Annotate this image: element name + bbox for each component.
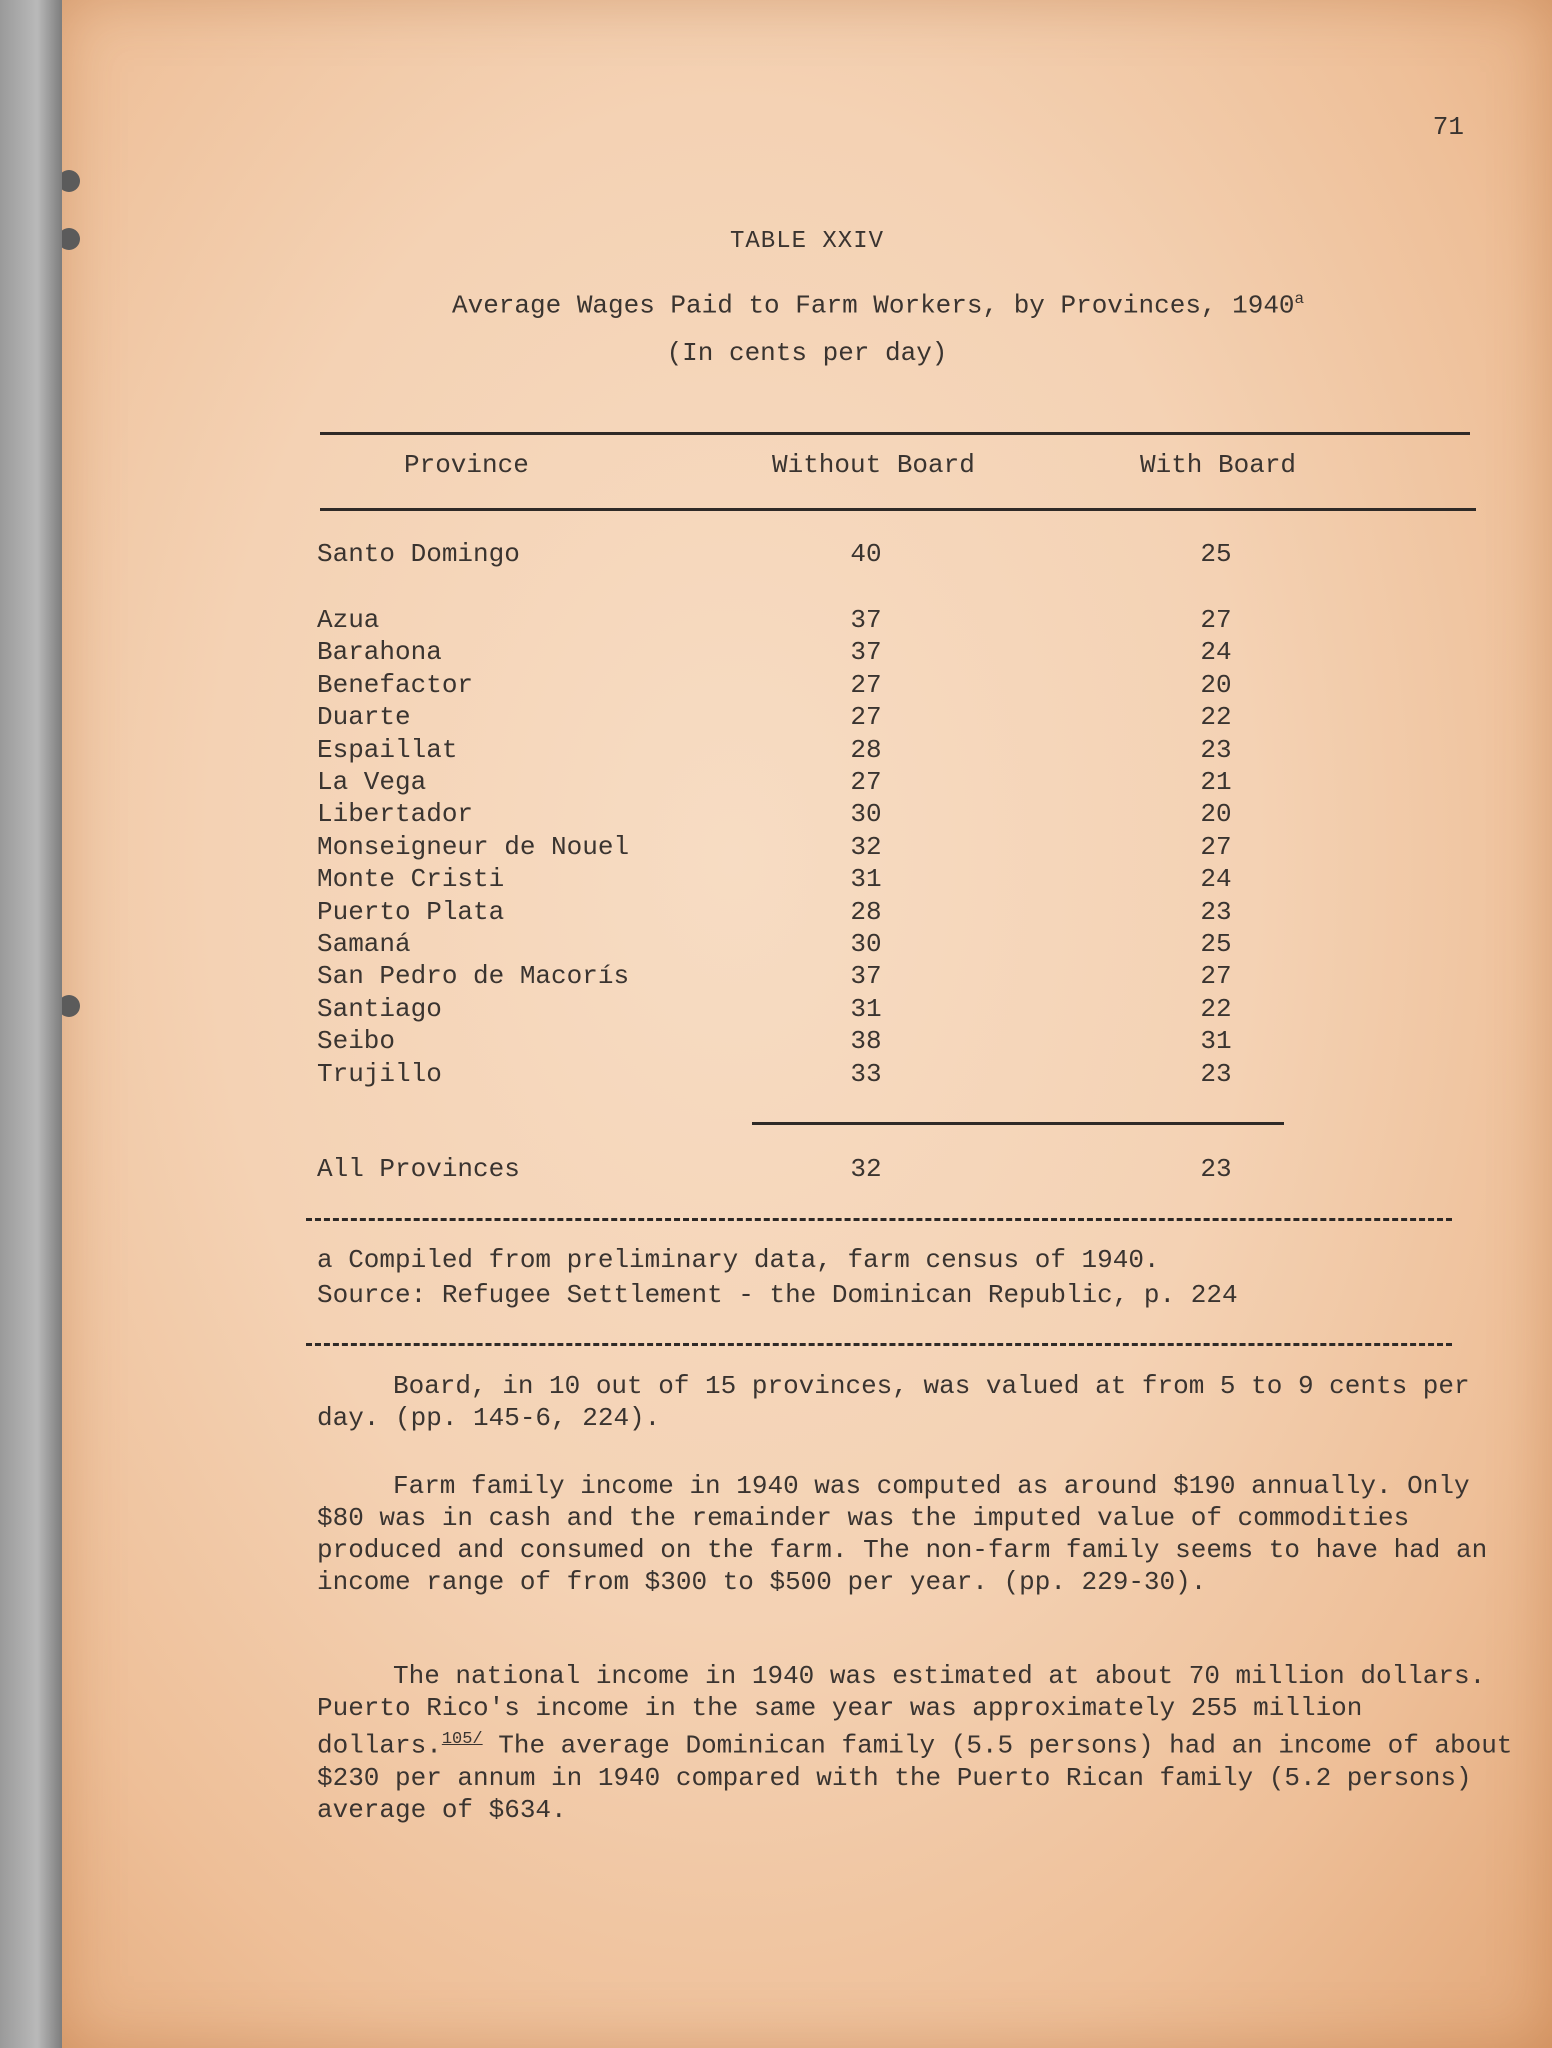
table-caption-note-marker: a xyxy=(1294,290,1305,308)
document-page xyxy=(62,0,1552,2048)
binder-strip xyxy=(0,0,62,2048)
row-with-board: 25 xyxy=(1200,929,1232,959)
row-without-board: 30 xyxy=(850,929,882,959)
row-province: Santo Domingo xyxy=(317,539,520,569)
row-with-board: 22 xyxy=(1200,702,1232,733)
row-with-board: 27 xyxy=(1200,831,1232,862)
column-header-without-board: Without Board xyxy=(772,450,975,480)
table-bottom-rule xyxy=(306,1218,1452,1221)
row-without-board: 33 xyxy=(850,1058,882,1089)
row-province: Benefactor xyxy=(317,669,474,700)
footnote-rule xyxy=(306,1343,1452,1346)
table-top-rule xyxy=(320,432,1470,435)
table-title: TABLE XXIV xyxy=(729,228,885,255)
paragraph-income xyxy=(317,1470,1527,1598)
row-with-board: 23 xyxy=(1200,896,1232,927)
row-province: Santiago xyxy=(317,993,442,1024)
table-caption xyxy=(452,290,1304,321)
total-province: All Provinces xyxy=(317,1154,520,1184)
punch-hole xyxy=(62,995,80,1017)
page-number: 71 xyxy=(1432,112,1464,142)
row-province: Duarte xyxy=(317,702,411,733)
paragraph-national-rest-b: The average Dominican family (5.5 persons) had an income of about $230 per annum in 1940 compared with the Puerto Rican family (5.2 persons) average of $634. xyxy=(317,1730,1513,1825)
row-with-board: 31 xyxy=(1200,1026,1232,1057)
row-with-board: 24 xyxy=(1200,637,1232,668)
row-with-board: 21 xyxy=(1200,767,1232,797)
column-header-with-board: With Board xyxy=(1140,450,1297,480)
row-without-board: 37 xyxy=(850,637,882,668)
footnote-a: a Compiled from preliminary data, farm census of 1940. xyxy=(317,1245,1160,1275)
footnote-source: Source: Refugee Settlement - the Dominican Republic, p. 224 xyxy=(317,1280,1238,1310)
total-with-board: 23 xyxy=(1200,1154,1232,1184)
paragraph-national-rest-a: dollars. Puerto Rico's income in the same year was approximately 255 million dollars. xyxy=(317,1661,1486,1761)
row-province: San Pedro de Macorís xyxy=(317,961,630,992)
row-without-board: 30 xyxy=(850,799,882,830)
paragraph-board-rest: per day. (pp. 145-6, 224). xyxy=(317,1371,1470,1433)
row-without-board: 28 xyxy=(850,896,882,927)
table-caption-text: Average Wages Paid to Farm Workers, by Provinces, 1940 xyxy=(452,290,1295,321)
paragraph-board xyxy=(317,1370,1527,1434)
row-with-board: 23 xyxy=(1200,1058,1232,1089)
paragraph-national xyxy=(317,1660,1527,1826)
total-without-board: 32 xyxy=(850,1154,882,1184)
row-without-board: 27 xyxy=(850,702,882,733)
row-without-board: 27 xyxy=(850,767,882,797)
row-province: Trujillo xyxy=(317,1058,442,1089)
row-province: La Vega xyxy=(317,767,427,797)
row-without-board: 38 xyxy=(850,1026,882,1057)
row-province: Samaná xyxy=(317,929,411,959)
paragraph-income-rest: Only $80 was in cash and the remainder was the imputed value of commodities produced and consumed on the farm. The non-farm family seems to have had an income range of from $300 to $500 per year. (pp. 229-30). xyxy=(317,1471,1488,1597)
note-reference: 105/ xyxy=(441,1730,483,1749)
row-without-board: 37 xyxy=(850,961,882,992)
row-without-board: 28 xyxy=(850,734,882,765)
row-without-board: 27 xyxy=(850,669,882,700)
row-with-board: 27 xyxy=(1200,605,1232,635)
row-province: Seibo xyxy=(317,1026,396,1057)
paragraph-board-line1: Board, in 10 out of 15 provinces, was valued at from 5 to 9 cents xyxy=(393,1371,1408,1401)
row-province: Libertador xyxy=(317,799,474,830)
row-with-board: 25 xyxy=(1200,539,1232,569)
row-without-board: 40 xyxy=(850,539,882,569)
row-province: Monseigneur de Nouel xyxy=(317,831,630,862)
row-with-board: 22 xyxy=(1200,993,1232,1024)
row-with-board: 27 xyxy=(1200,961,1232,992)
row-province: Espaillat xyxy=(317,734,458,765)
table-header-rule xyxy=(320,508,1476,511)
punch-hole xyxy=(62,170,80,192)
row-with-board: 20 xyxy=(1200,669,1232,700)
row-province: Monte Cristi xyxy=(317,864,505,895)
row-without-board: 37 xyxy=(850,605,882,635)
column-header-province: Province xyxy=(404,450,529,480)
table-unit: (In cents per day) xyxy=(666,338,948,368)
row-with-board: 20 xyxy=(1200,799,1232,830)
row-province: Azua xyxy=(317,605,380,635)
row-province: Barahona xyxy=(317,637,442,668)
row-without-board: 32 xyxy=(850,831,882,862)
row-without-board: 31 xyxy=(850,993,882,1024)
paragraph-national-line1: The national income in 1940 was estimated at about 70 million xyxy=(393,1661,1345,1691)
row-province: Puerto Plata xyxy=(317,896,505,927)
row-without-board: 31 xyxy=(850,864,882,895)
row-with-board: 23 xyxy=(1200,734,1232,765)
paragraph-income-line1: Farm family income in 1940 was computed as around $190 annually. xyxy=(393,1471,1392,1501)
row-with-board: 24 xyxy=(1200,864,1232,895)
table-total-rule xyxy=(752,1122,1284,1125)
